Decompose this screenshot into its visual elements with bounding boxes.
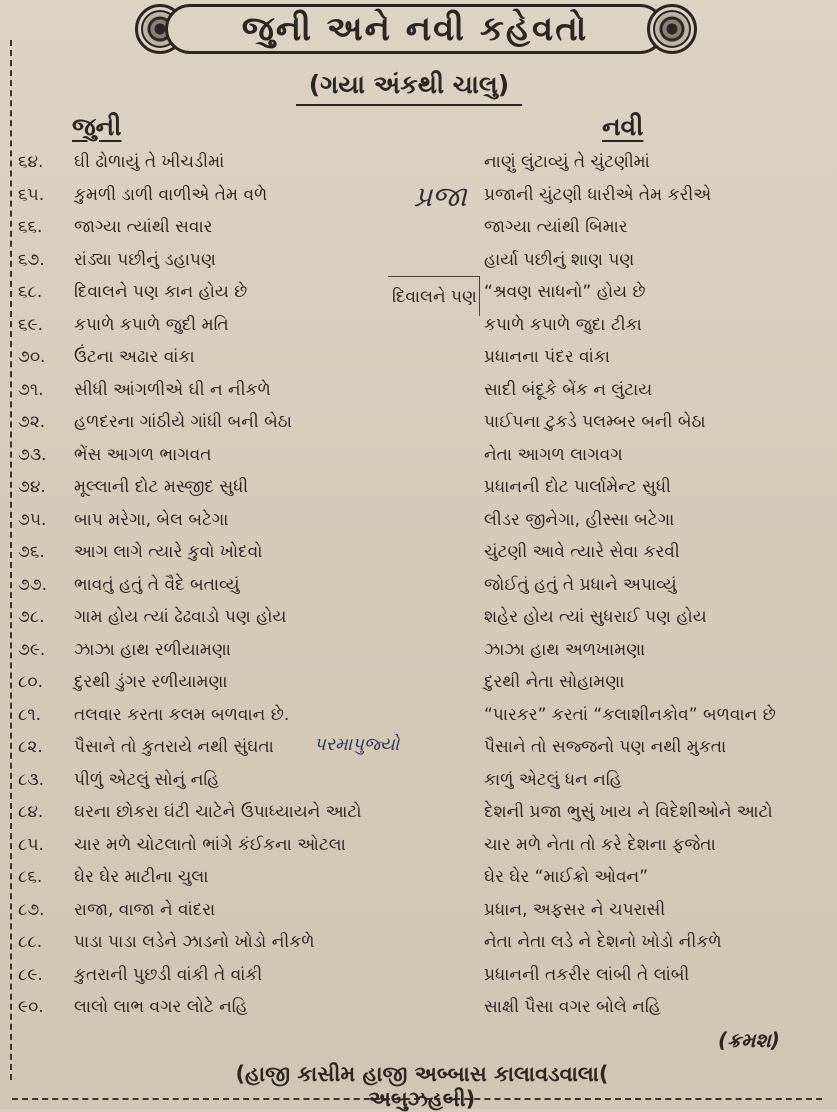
proverb-row <box>0 146 837 179</box>
subtitle: (ગયા અંકથી ચાલુ) <box>296 66 522 106</box>
new-proverb: “પારકર” કરતાં “કલાશીનકોવ” બળવાન છે <box>484 704 776 725</box>
proverb-number: ૬૯. <box>18 314 43 335</box>
proverb-number: ૮૪. <box>18 802 44 822</box>
proverb-number: ૮૩. <box>18 769 45 790</box>
proverb-row <box>0 926 837 959</box>
new-proverb: પ્રધાનની દોટ પાર્લામેન્ટ સુધી <box>484 477 671 497</box>
proverb-number: ૭૦. <box>18 347 46 367</box>
old-proverb: આગ લાગે ત્યારે કુવો ખોદવો <box>74 542 263 562</box>
proverb-row <box>0 341 837 374</box>
title-banner <box>135 4 697 56</box>
new-proverb: દેશની પ્રજા ભુસું ખાય ને વિદેશીઓને આટો <box>484 802 773 822</box>
proverb-number: ૭૮. <box>18 607 45 627</box>
old-column-header: જુની <box>72 112 122 141</box>
new-proverb: ઘેર ઘેર “માઈક્રો ઓવન” <box>484 867 649 887</box>
proverb-row <box>0 666 837 699</box>
old-proverb: તલવાર કરતા કલમ બળવાન છે. <box>74 704 290 725</box>
page-title: જુની અને નવી કહેવતો <box>165 4 665 54</box>
proverb-row <box>0 536 837 569</box>
new-proverb: લીડર જીનેગા, હીસ્સા બટેગા <box>484 509 675 530</box>
proverb-row <box>0 796 837 829</box>
proverb-number: ૬૭. <box>18 249 45 270</box>
old-proverb: ઝાઝા હાથ રળીયામણા <box>74 639 231 660</box>
new-proverb: કપાળે કપાળે જુદા ટીકા <box>484 314 642 335</box>
old-proverb: સીધી આંગળીએ ઘી ન નીકળે <box>74 379 271 400</box>
proverb-number: ૭૯. <box>18 639 46 660</box>
old-proverb: બાપ મરેગા, બેલ બટેગા <box>74 509 229 530</box>
new-proverb: સાક્ષી પૈસા વગર બોલે નહિ <box>484 997 661 1017</box>
proverb-row <box>0 406 837 439</box>
new-proverb: ઝાઝા હાથ અળખામણા <box>484 639 646 660</box>
side-label: દિવાલને પણ <box>388 276 480 316</box>
proverb-row <box>0 634 837 667</box>
proverb-number: ૭૪. <box>18 477 46 497</box>
proverb-number: ૭૨. <box>18 412 46 432</box>
proverb-number: ૬૬. <box>18 217 43 237</box>
proverb-number: ૭૭. <box>18 574 48 595</box>
proverb-number: ૮૭. <box>18 899 45 920</box>
old-proverb: દુરથી ડુંગર રળીયામણા <box>74 672 228 692</box>
new-proverb: નાણું લુંટાવ્યું તે ચુંટણીમાં <box>484 152 650 172</box>
proverb-number: ૭૬. <box>18 542 45 562</box>
author-footer: (હાજી કાસીમ હાજી અબ્બાસ કાલાવડવાલા( અબુઝહબી) <box>235 1062 609 1111</box>
old-proverb: કુમળી ડાળી વાળીએ તેમ વળે <box>74 184 268 205</box>
proverb-number: ૮૦. <box>18 672 43 692</box>
proverb-row <box>0 699 837 732</box>
proverb-number: ૮૫. <box>18 834 44 855</box>
old-proverb: પૈસાને તો કુતરાયે નથી સુંઘતા <box>74 737 274 757</box>
old-proverb: ચાર મળે ચોટલાતો ભાંગે કંઈકના ઓટલા <box>74 834 346 855</box>
new-proverb: પૈસાને તો સજ્જનો પણ નથી મુકતા <box>484 737 727 757</box>
old-proverb: મૂલ્લાની દોટ મસ્જીદ સુધી <box>74 477 249 497</box>
new-proverb: નેતા નેતા લડે ને દેશનો ખોડો નીકળે <box>484 932 722 952</box>
new-proverb: સાદી બંદૂકે બેંક ન લુંટાય <box>484 379 653 400</box>
proverb-number: ૭૧. <box>18 379 44 400</box>
proverb-row <box>0 894 837 927</box>
old-proverb: જાગ્યા ત્યાંથી સવાર <box>74 217 213 237</box>
old-proverb: રાજા, વાજા ને વાંદરા <box>74 899 216 920</box>
proverb-row <box>0 861 837 894</box>
right-medallion-icon <box>647 4 697 54</box>
old-proverb: ઘેર ઘેર માટીના ચુલા <box>74 867 209 887</box>
proverb-row <box>0 504 837 537</box>
new-proverb: જોઈતું હતું તે પ્રધાને અપાવ્યું <box>484 574 677 595</box>
new-proverb: ચાર મળે નેતા તો કરે દેશના ફજેતા <box>484 834 716 855</box>
old-proverb: ભાવતું હતું તે વૈદે બતાવ્યું <box>74 574 240 595</box>
new-column-header: નવી <box>602 112 644 141</box>
proverb-number: ૮૯. <box>18 964 43 985</box>
proverb-row <box>0 959 837 992</box>
proverb-row <box>0 244 837 277</box>
old-proverb: હળદરના ગાંઠીયે ગાંધી બની બેઠા <box>74 412 292 432</box>
handwritten-note: પ્રજા <box>414 180 467 213</box>
proverb-row <box>0 991 837 1024</box>
proverb-number: ૭૫. <box>18 509 47 530</box>
new-proverb: પ્રધાનના પંદર વાંકા <box>484 347 610 367</box>
old-proverb: કુતરાની પુછડી વાંકી તે વાંકી <box>74 964 263 985</box>
continued-label: (ક્રમશ) <box>718 1028 780 1052</box>
new-proverb: હાર્યા પછીનું શાણ પણ <box>484 249 635 270</box>
proverb-row <box>0 569 837 602</box>
new-proverb: દુરથી નેતા સોહામણા <box>484 672 625 692</box>
new-proverb: “શ્રવણ સાધનો” હોય છે <box>484 282 646 302</box>
new-proverb: નેતા આગળ લાગવગ <box>484 444 623 465</box>
proverb-row <box>0 764 837 797</box>
new-proverb: પાઈપના ટુકડે પલમ્બર બની બેઠા <box>484 412 706 432</box>
new-proverb: શહેર હોય ત્યાં સુધરાઈ પણ હોય <box>484 607 707 627</box>
proverb-number: ૬૪. <box>18 152 44 172</box>
new-proverb: પ્રધાનની તકરીર લાંબી તે લાંબી <box>484 964 690 985</box>
old-proverb: ઉંટના અઢાર વાંકા <box>74 347 195 367</box>
old-proverb: દિવાલને પણ કાન હોય છે <box>74 282 248 302</box>
proverb-number: ૮૧. <box>18 704 42 725</box>
proverb-row <box>0 829 837 862</box>
old-proverb: પીળું એટલું સોનું નહિ <box>74 769 220 790</box>
new-proverb: જાગ્યા ત્યાંથી બિમાર <box>484 217 628 237</box>
proverb-row <box>0 731 837 764</box>
proverb-row <box>0 439 837 472</box>
proverb-number: ૮૮. <box>18 932 43 952</box>
old-proverb: લાલો લાભ વગર લોટે નહિ <box>74 997 248 1017</box>
new-proverb: કાળું એટલું ધન નહિ <box>484 769 622 790</box>
old-proverb: રાંડ્યા પછીનું ડહાપણ <box>74 249 216 270</box>
old-proverb: પાડા પાડા લડેને ઝાડનો ખોડો નીકળે <box>74 932 315 952</box>
proverb-number: ૭૩. <box>18 444 47 465</box>
proverb-row <box>0 374 837 407</box>
proverb-row <box>0 211 837 244</box>
new-proverb: ચુંટણી આવે ત્યારે સેવા કરવી <box>484 542 680 562</box>
proverb-row <box>0 601 837 634</box>
old-proverb: ઘરના છોકરા ઘંટી ચાટેને ઉપાધ્યાયને આટો <box>74 802 362 822</box>
old-proverb: ગામ હોય ત્યાં ઢેઢવાડો પણ હોય <box>74 607 287 627</box>
old-proverb: ભેંસ આગળ ભાગવત <box>74 444 212 465</box>
proverb-number: ૮૬. <box>18 867 43 887</box>
old-proverb: કપાળે કપાળે જુદી મતિ <box>74 314 229 335</box>
proverb-number: ૬૮. <box>18 282 43 302</box>
proverb-row <box>0 471 837 504</box>
new-proverb: પ્રધાન, અફસર ને ચપરાસી <box>484 899 666 920</box>
old-proverb: ઘી ઢોળાયું તે ખીચડીમાં <box>74 152 225 172</box>
proverb-number: ૬૫. <box>18 184 45 205</box>
proverb-number: ૮૨. <box>18 737 43 757</box>
proverb-number: ૯૦. <box>18 997 44 1017</box>
new-proverb: પ્રજાની ચુંટણી ધારીએ તેમ કરીએ <box>484 184 712 205</box>
handwritten-note: પરમાપુજ્યો <box>314 734 400 755</box>
